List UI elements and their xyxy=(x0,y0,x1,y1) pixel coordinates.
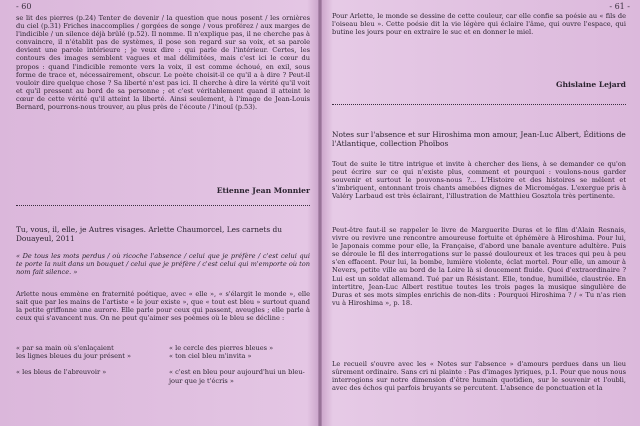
review-text-5: Peut-être faut-il se rappeler le livre de Marguerite Duras et le film d'Alain Resnais, vivre ou revivre une rencontre amoureuse fortuite et éphémère à Hiroshima. Pour lui, le Japonais comme pour elle, la Française, d'abord une banale aventure adultère. Puis se déroule le fil des interrogations sur le passé douloureux et les traces qui peu à peu s'en effacent. Pour lui, la bombe, lumière violente, éclat mortel. Pour elle, un amour à Nevers, petite ville au bord de la Loire là si doucement fluide. Quoi d'extraordinaire ? Lui est un soldat allemand. Tué par un Résistant. Elle, tondue, humiliée, claustrée. En intertitre, Jean-Luc Albert restitue toutes les trois pages la musique singulière de Duras et ses mots simples enrichis de non-dits : Pourquoi Hiroshima ? / « Tu n'as rien vu à Hiroshima », p. 18. xyxy=(332,226,626,307)
review-author-2: Ghislaine Lejard xyxy=(555,80,626,89)
quote-line: « les bleus de l'abreuvoir » xyxy=(16,368,107,377)
quote-line xyxy=(169,360,310,368)
quote-line: « le cercle des pierres bleues » xyxy=(169,344,274,352)
quote-line xyxy=(16,360,157,368)
blue-quotes-col-2 xyxy=(169,344,310,385)
review-text-3: Pour Arlette, le monde se dessine de cette couleur, car elle confie sa poésie au « fils de l'oiseau bleu ». Cette poésie dit la vie légère qui éclaire l'âme, qui ouvre l'espace, qui butine les jours pour en extraire le suc et en donner le miel. xyxy=(332,12,626,37)
section-separator-right xyxy=(332,104,626,105)
blue-quotes xyxy=(16,344,310,385)
quote-line: « c'est en bleu pour aujourd'hui un bleu-jour que je t'écris » xyxy=(169,368,305,385)
review-text-2: Arlette nous emmène en fraternité poétique, avec « elle », « s'élargit le monde », elle sait que par les mains de l'artiste « le jour existe », que « tout est bleu » surtout quand la petite griffonne une aurore. Elle parle pour ceux qui passent, aveugles ; elle parle à ceux qui s'avancent nus. On ne peut qu'aimer ses poèmes où le bleu se décline : xyxy=(16,290,310,323)
section-separator-left xyxy=(16,205,310,206)
left-page xyxy=(0,0,318,426)
review-text-4: Tout de suite le titre intrigue et invite à chercher des liens, à se demander ce qu'on peut écrire sur ce qui n'existe plus, comment et pourquoi : voulons-nous garder souvenir et surtout le pouvons-nous ?... L'Histoire et des histoires se mêlent et s'imbriquent, entonnant trois chants amebées dignes de Micromégas. L'exergue pris à Valéry Larbaud est très éclairant, l'illustration de Matthieu Gosztola très pertinente. xyxy=(332,160,626,201)
page-number-right: - 61 - xyxy=(609,2,630,11)
epigraph-quote: « De tous les mots perdus / où ricoche l'absence / celui que je préfère / c'est celui qui te porte la nuit dans un bouquet / celui que je préfère / c'est celui qui m'emporte où ton nom fait silence. » xyxy=(16,252,310,277)
quote-line: les lignes bleues du jour présent » xyxy=(16,352,132,361)
blue-quotes-col-1 xyxy=(16,344,157,385)
book-title-2: Tu, vous, il, elle, je Autres visages. Arlette Chaumorcel, Les carnets du Douayeul, 2011 xyxy=(16,225,282,243)
book-title-3: Notes sur l'absence et sur Hiroshima mon amour, Jean-Luc Albert, Éditions de l'Atlantique, collection Phoïbos xyxy=(332,130,626,148)
review-author-1: Etienne Jean Monnier xyxy=(216,186,310,195)
review-text-1: se lit des pierres (p.24) Tenter de devenir / la question que nous posent / les ornières du ciel (p.31) Friches inaccomplies / gorgées de songe / vous proférez / aux marges de l'indicible / un silence déjà brûlé (p.52). Il nomme. Il n'explique pas, il ne cherche pas à convaincre, il n'établit pas de systèmes, il pose son regard sur sa voix, et sa parole devient une parole intérieure ; je veux dire : qui parle de l'intérieur. Certes, les contours des images semblent vagues et mal délimitées, mais c'est ici le cœur du propos : quand l'indicible remonte vers la voix, il est comme échoué, en exil, sous forme de trace et, nécessairement, obscur. Le poète choisit-il ce qu'il a à dire ? Peut-il vouloir dire quelque chose ? Sa liberté n'est pas ici. Il cherche à dire la vérité qu'il voit et qu'il pressent au bord de sa personne ; et c'est véritablement quand il atteint le cœur de cette vérité qu'il atteint la liberté. Ainsi seulement, à l'image de Jean-Louis Bernard, pourrons-nous trouver, au plus près de l'écoute / l'inouï (p.53). xyxy=(16,14,310,112)
quote-line: « par sa main où s'enlaçaient xyxy=(16,344,114,352)
page-number-left: - 60 xyxy=(16,2,32,11)
right-page xyxy=(322,0,640,426)
review-text-6: Le recueil s'ouvre avec les « Notes sur l'absence » d'amours perdues dans un lieu sûrement ordinaire. Sans cri ni plainte : Pas d'images lyriques, p.1. Pour que nous nous interrogions sur notre dimension d'être humain quotidien, sur le souvenir et l'oubli, avec des échos qui parfois bruyants se percutent. L'absence de ponctuation et la xyxy=(332,360,626,393)
quote-line: « ton ciel bleu m'invita » xyxy=(169,352,252,361)
